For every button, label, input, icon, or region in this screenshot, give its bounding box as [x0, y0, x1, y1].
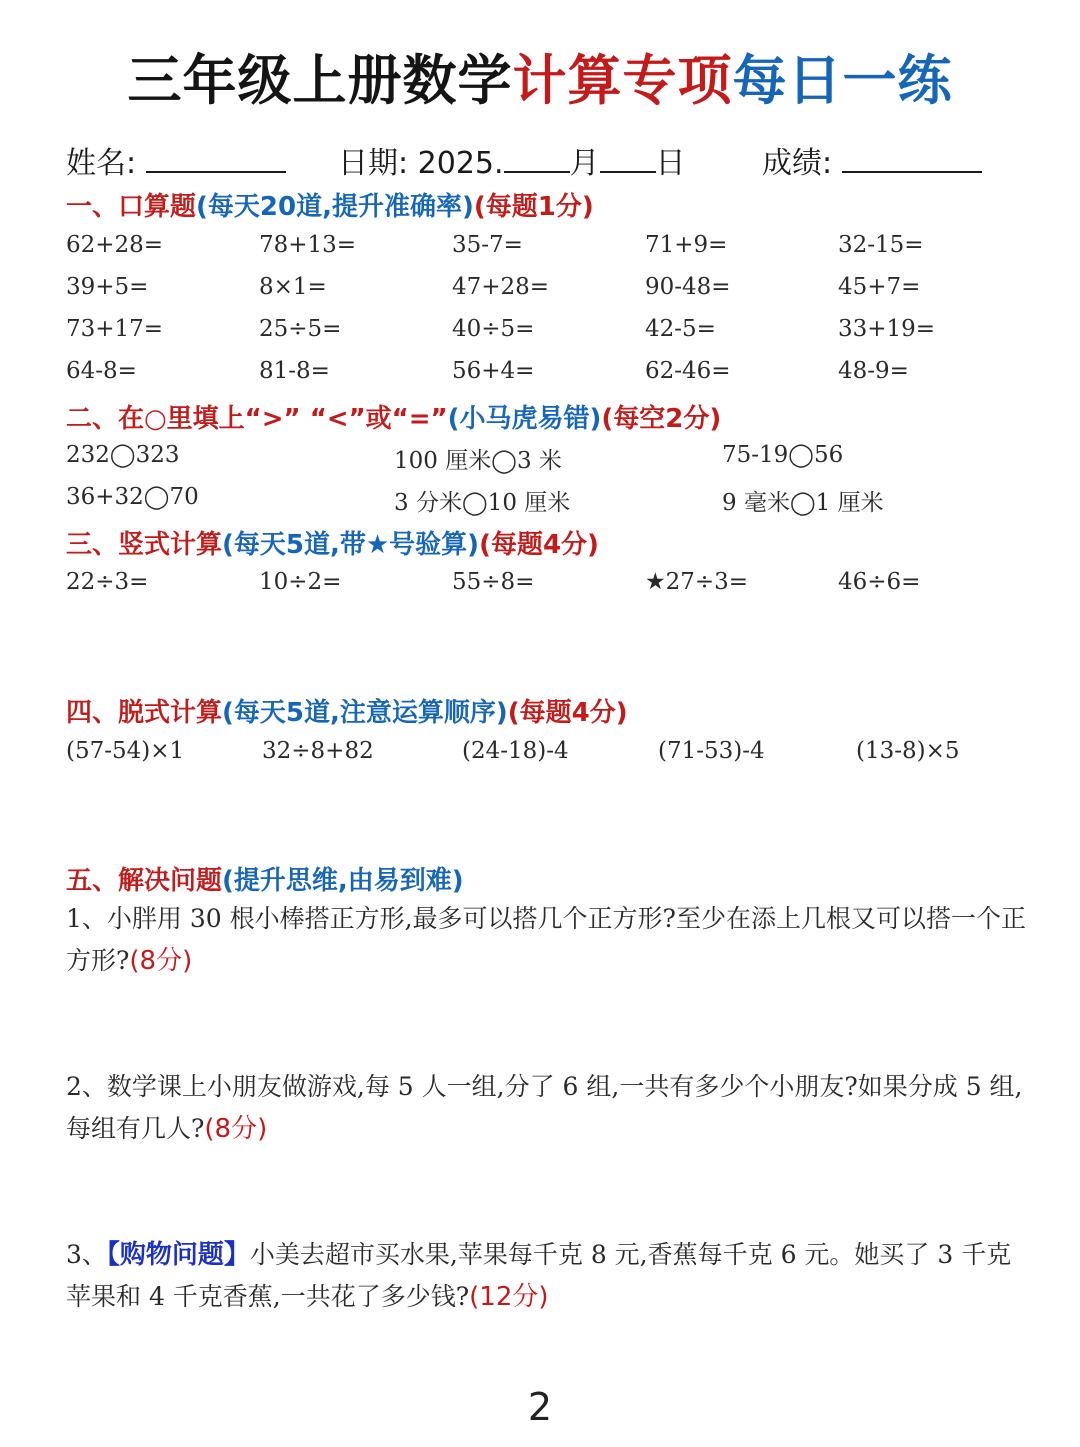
- section-4-points: (每题4分): [507, 698, 628, 728]
- section-2-heading: 二、在○里填上“>” “<”或“=”(小马虎易错)(每空2分): [66, 404, 722, 434]
- mental-math-item: 71+9=: [645, 232, 728, 258]
- mental-math-item: 33+19=: [838, 316, 936, 342]
- mental-math-item: 35-7=: [452, 232, 523, 258]
- title-part-3: 每日一练: [732, 49, 953, 112]
- compare-item: 100 厘米◯3 米: [394, 448, 562, 474]
- day-label: 日: [655, 146, 686, 181]
- word-problem-points: (8分): [204, 1114, 268, 1144]
- mental-math-item: 56+4=: [452, 358, 535, 384]
- compare-item: 36+32◯70: [66, 484, 199, 510]
- section-1-points: (每题1分): [473, 192, 594, 222]
- section-5-heading: 五、解决问题(提升思维,由易到难): [66, 866, 464, 896]
- section-1-note: (每天20道,提升准确率): [196, 192, 474, 222]
- date-label: 日期: 2025.: [338, 146, 504, 181]
- score-blank[interactable]: [842, 147, 982, 173]
- section-4-heading: 四、脱式计算(每天5道,注意运算顺序)(每题4分): [66, 698, 628, 728]
- mental-math-item: 90-48=: [645, 274, 731, 300]
- section-3-heading: 三、竖式计算(每天5道,带★号验算)(每题4分): [66, 530, 599, 560]
- mental-math-item: 25÷5=: [259, 316, 342, 342]
- name-field: [66, 138, 286, 182]
- mental-math-item: 39+5=: [66, 274, 149, 300]
- compare-item: 9 毫米◯1 厘米: [722, 490, 884, 516]
- mental-math-item: 48-9=: [838, 358, 909, 384]
- section-2-points: (每空2分): [601, 404, 722, 434]
- section-3-points: (每题4分): [479, 530, 599, 560]
- mental-math-item: 73+17=: [66, 316, 164, 342]
- month-label: 月: [569, 146, 600, 181]
- mental-math-item: 32-15=: [838, 232, 924, 258]
- mental-math-item: 62+28=: [66, 232, 164, 258]
- section-5-note: (提升思维,由易到难): [222, 866, 464, 896]
- mental-math-item: 40÷5=: [452, 316, 535, 342]
- vertical-calc-item: 46÷6=: [838, 569, 921, 595]
- vertical-calc-item: 10÷2=: [259, 569, 342, 595]
- mental-math-item: 8×1=: [259, 274, 327, 300]
- month-blank[interactable]: [504, 147, 570, 173]
- day-blank[interactable]: [600, 147, 656, 173]
- mental-math-item: 64-8=: [66, 358, 137, 384]
- stepwise-calc-item: 32÷8+82: [262, 738, 374, 764]
- word-problem-text: 小美去超市买水果,苹果每千克 8 元,香蕉每千克 6 元。她买了 3 千克苹果和 4 千克香蕉,一共花了多少钱?: [66, 1240, 1012, 1311]
- mental-math-item: 78+13=: [259, 232, 357, 258]
- stepwise-calc-item: (57-54)×1: [66, 738, 185, 764]
- mental-math-item: 47+28=: [452, 274, 550, 300]
- stepwise-calc-item: (13-8)×5: [856, 738, 960, 764]
- vertical-calc-item-star: ★27÷3=: [645, 569, 749, 595]
- name-label: 姓名:: [66, 146, 137, 181]
- page-number: 2: [527, 1385, 553, 1429]
- page-title: [0, 38, 1080, 115]
- vertical-calc-item: 22÷3=: [66, 569, 149, 595]
- mental-math-item: 45+7=: [838, 274, 921, 300]
- compare-item: 232◯323: [66, 442, 180, 468]
- section-3-note: (每天5道,带★号验算): [222, 530, 480, 560]
- date-field: [338, 138, 686, 182]
- word-problem-points: (8分): [129, 946, 193, 976]
- score-field: [762, 138, 982, 182]
- compare-item: 75-19◯56: [722, 442, 844, 468]
- word-problem-text: 2、数学课上小朋友做游戏,每 5 人一组,分了 6 组,一共有多少个小朋友?如果分成 5 组,每组有几人?: [66, 1072, 1023, 1143]
- name-blank[interactable]: [146, 147, 286, 173]
- title-part-1: 三年级上册数学: [127, 49, 513, 112]
- word-problem-points: (12分): [469, 1282, 549, 1312]
- mental-math-item: 42-5=: [645, 316, 716, 342]
- section-2-note: (小马虎易错): [447, 404, 602, 434]
- vertical-calc-item: 55÷8=: [452, 569, 535, 595]
- word-problem-1: [66, 898, 1026, 982]
- word-problem-2: [66, 1066, 1026, 1150]
- word-problem-text: 1、小胖用 30 根小棒搭正方形,最多可以搭几个正方形?至少在添上几根又可以搭一个正方形?: [66, 904, 1026, 975]
- compare-item: 3 分米◯10 厘米: [394, 490, 571, 516]
- shopping-problem-tag: 【购物问题】: [106, 1240, 250, 1270]
- section-1-heading: 一、口算题(每天20道,提升准确率)(每题1分): [66, 192, 594, 222]
- stepwise-calc-item: (71-53)-4: [658, 738, 765, 764]
- title-part-2: 计算专项: [512, 49, 733, 112]
- mental-math-item: 62-46=: [645, 358, 731, 384]
- mental-math-item: 81-8=: [259, 358, 330, 384]
- word-problem-3: [66, 1234, 1026, 1318]
- word-problem-prefix: 3、: [66, 1240, 107, 1269]
- stepwise-calc-item: (24-18)-4: [462, 738, 569, 764]
- score-label: 成绩:: [762, 146, 833, 181]
- section-4-note: (每天5道,注意运算顺序): [222, 698, 508, 728]
